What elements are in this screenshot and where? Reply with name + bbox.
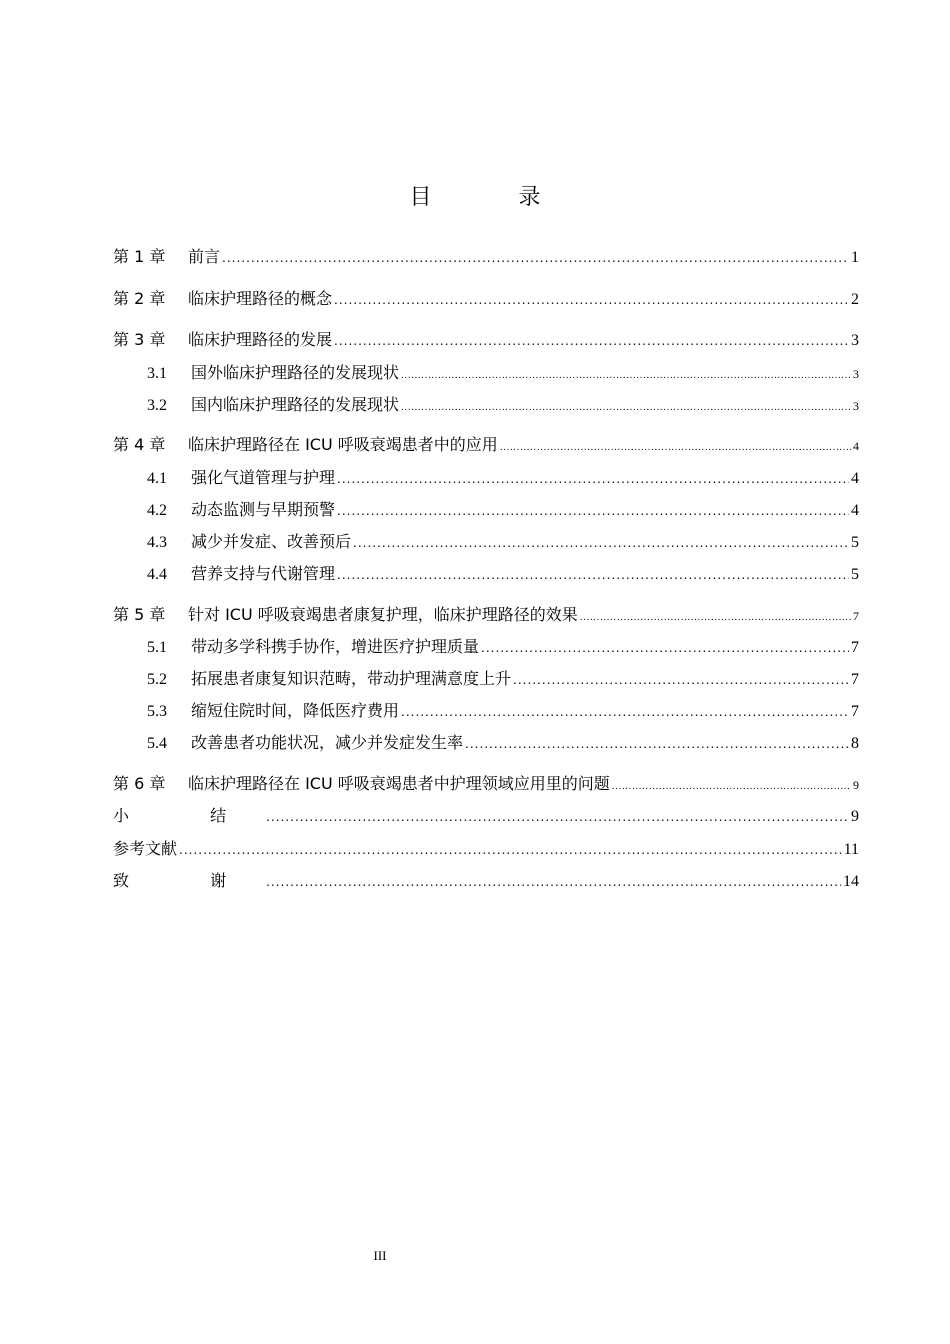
entry-label: 临床护理路径的发展 bbox=[188, 330, 333, 349]
dot-leader bbox=[266, 807, 849, 827]
entry-label: 临床护理路径的概念 bbox=[188, 289, 333, 308]
dot-leader bbox=[401, 398, 851, 418]
dot-leader bbox=[513, 670, 849, 690]
dot-leader bbox=[334, 290, 849, 310]
entry-page-number: 14 bbox=[843, 873, 859, 890]
entry-label: 改善患者功能状况，减少并发症发生率 bbox=[191, 733, 464, 752]
entry-label: 针对 ICU 呼吸衰竭患者康复护理，临床护理路径的效果 bbox=[188, 605, 578, 624]
entry-number: 第 3 章 bbox=[113, 330, 166, 349]
dot-leader bbox=[222, 248, 849, 268]
entry-number: 5.4 bbox=[147, 735, 167, 752]
entry-number: 4.4 bbox=[147, 566, 167, 583]
dot-leader bbox=[266, 872, 841, 892]
entry-number: 3.2 bbox=[147, 397, 167, 414]
entry-page-number: 7 bbox=[851, 671, 859, 688]
entry-page-number: 9 bbox=[853, 778, 859, 792]
toc-entry-chapter-4[interactable] bbox=[113, 435, 859, 458]
entry-number: 5.1 bbox=[147, 639, 167, 656]
entry-label: 临床护理路径在 ICU 呼吸衰竭患者中护理领域应用里的问题 bbox=[188, 774, 610, 793]
entry-page-number: 4 bbox=[853, 439, 859, 453]
entry-label: 缩短住院时间，降低医疗费用 bbox=[191, 701, 400, 720]
toc-title: 目 录 bbox=[409, 185, 581, 210]
dot-leader bbox=[337, 501, 849, 521]
entry-page-number: 9 bbox=[851, 808, 859, 825]
entry-page-number: 3 bbox=[853, 367, 859, 381]
entry-label: 动态监测与早期预警 bbox=[191, 500, 336, 519]
dot-leader bbox=[334, 331, 849, 351]
entry-page-number: 7 bbox=[853, 609, 859, 623]
dot-leader bbox=[401, 702, 849, 722]
toc-entry-chapter-6[interactable] bbox=[113, 774, 859, 797]
entry-label: 拓展患者康复知识范畴，带动护理满意度上升 bbox=[191, 669, 512, 688]
entry-page-number: 5 bbox=[851, 534, 859, 551]
toc-entry-section-5-3[interactable] bbox=[147, 701, 859, 722]
page-footer-number: III bbox=[373, 1248, 387, 1263]
toc-entry-chapter-2[interactable] bbox=[113, 289, 859, 310]
entry-page-number: 4 bbox=[851, 470, 859, 487]
toc-entry-section-5-1[interactable] bbox=[147, 637, 859, 658]
entry-label: 前言 bbox=[188, 247, 221, 266]
toc-entry-section-5-2[interactable] bbox=[147, 669, 859, 690]
entry-page-number: 1 bbox=[851, 249, 859, 266]
entry-label: 营养支持与代谢管理 bbox=[191, 564, 336, 583]
toc-entry-section-4-4[interactable] bbox=[147, 564, 859, 585]
toc-entry-section-3-1[interactable] bbox=[147, 363, 859, 386]
dot-leader bbox=[337, 469, 849, 489]
entry-label: 国内临床护理路径的发展现状 bbox=[191, 395, 400, 414]
entry-number: 第 4 章 bbox=[113, 435, 166, 454]
toc-entry-chapter-1[interactable] bbox=[113, 247, 859, 268]
entry-number: 第 2 章 bbox=[113, 289, 166, 308]
toc-entry-acknowledgements[interactable] bbox=[113, 871, 859, 892]
entry-label: 临床护理路径在 ICU 呼吸衰竭患者中的应用 bbox=[188, 435, 498, 454]
dot-leader bbox=[500, 438, 851, 458]
entry-label: 带动多学科携手协作，增进医疗护理质量 bbox=[191, 637, 480, 656]
entry-label: 小 结 bbox=[113, 806, 265, 825]
entry-page-number: 7 bbox=[851, 639, 859, 656]
entry-number: 3.1 bbox=[147, 365, 167, 382]
toc-entry-chapter-5[interactable] bbox=[113, 605, 859, 628]
toc-entry-chapter-3[interactable] bbox=[113, 330, 859, 351]
toc-entry-summary[interactable] bbox=[113, 806, 859, 827]
toc-entry-section-5-4[interactable] bbox=[147, 733, 859, 754]
toc-entry-section-3-2[interactable] bbox=[147, 395, 859, 418]
entry-page-number: 2 bbox=[851, 291, 859, 308]
entry-page-number: 4 bbox=[851, 502, 859, 519]
entry-number: 第 6 章 bbox=[113, 774, 166, 793]
dot-leader bbox=[179, 840, 842, 860]
dot-leader bbox=[612, 777, 851, 797]
entry-number: 4.1 bbox=[147, 470, 167, 487]
entry-page-number: 11 bbox=[843, 841, 859, 858]
entry-label: 强化气道管理与护理 bbox=[191, 468, 336, 487]
dot-leader bbox=[353, 533, 849, 553]
entry-number: 5.3 bbox=[147, 703, 167, 720]
entry-page-number: 3 bbox=[853, 399, 859, 413]
toc-entry-section-4-3[interactable] bbox=[147, 532, 859, 553]
dot-leader bbox=[481, 638, 849, 658]
toc-entry-references[interactable] bbox=[113, 839, 859, 860]
entry-label: 致 谢 bbox=[113, 871, 265, 890]
entry-number: 4.2 bbox=[147, 502, 167, 519]
entry-page-number: 5 bbox=[851, 566, 859, 583]
entry-page-number: 3 bbox=[851, 332, 859, 349]
dot-leader bbox=[337, 565, 849, 585]
dot-leader bbox=[401, 366, 851, 386]
entry-number: 第 5 章 bbox=[113, 605, 166, 624]
entry-number: 第 1 章 bbox=[113, 247, 166, 266]
entry-number: 5.2 bbox=[147, 671, 167, 688]
toc-entry-section-4-2[interactable] bbox=[147, 500, 859, 521]
entry-number: 4.3 bbox=[147, 534, 167, 551]
dot-leader bbox=[580, 608, 851, 628]
entry-label: 参考文献 bbox=[113, 839, 178, 858]
dot-leader bbox=[465, 734, 849, 754]
toc-entry-section-4-1[interactable] bbox=[147, 468, 859, 489]
entry-page-number: 8 bbox=[851, 735, 859, 752]
entry-page-number: 7 bbox=[851, 703, 859, 720]
entry-label: 国外临床护理路径的发展现状 bbox=[191, 363, 400, 382]
entry-label: 减少并发症、改善预后 bbox=[191, 532, 352, 551]
